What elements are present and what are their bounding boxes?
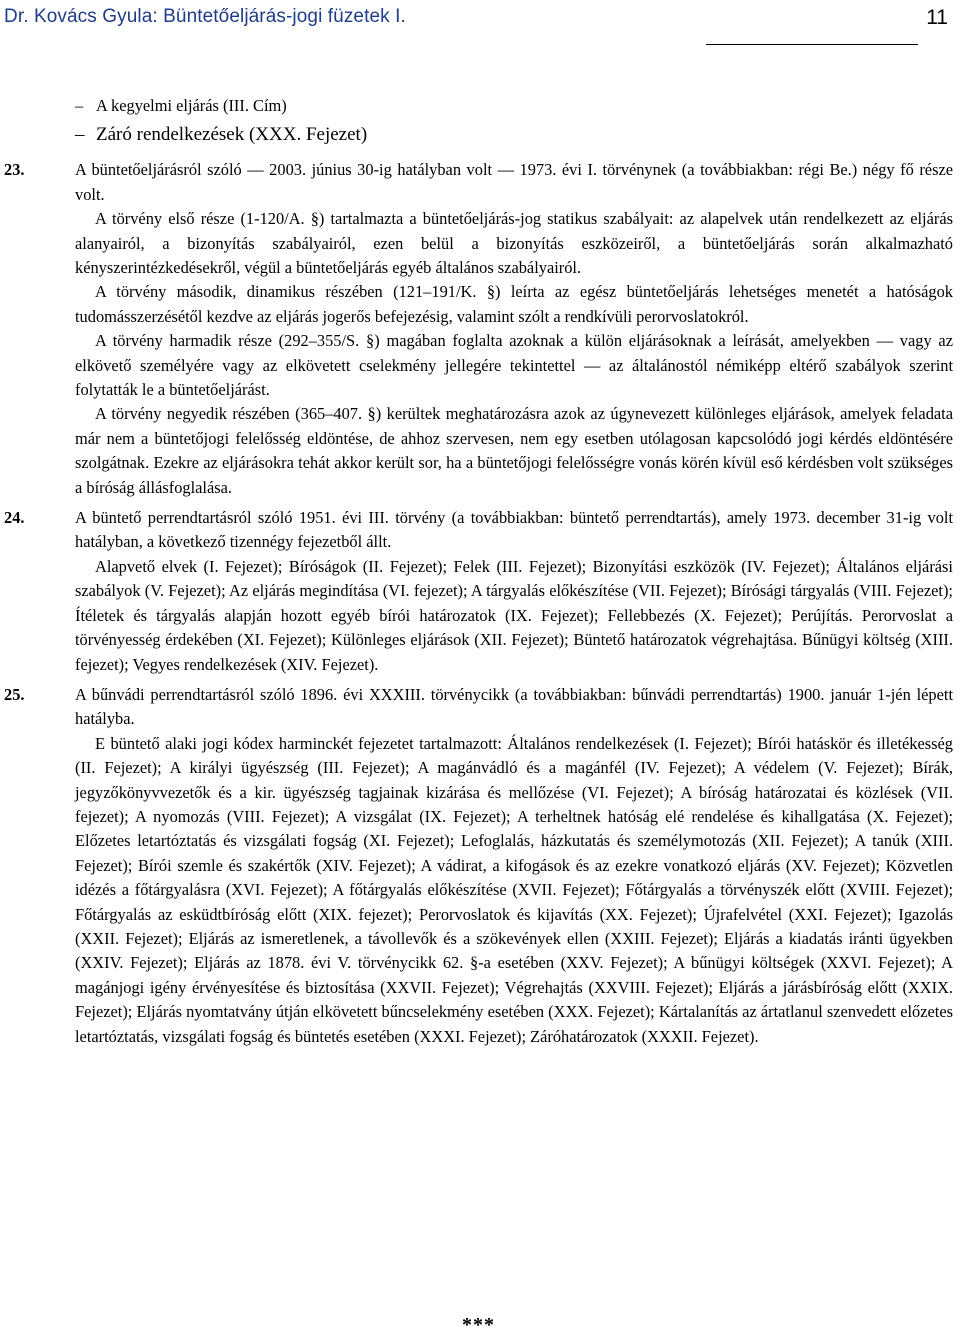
outline-item-text: Záró rendelkezések (XXX. Fejezet) xyxy=(96,124,368,146)
document-body xyxy=(4,94,953,1049)
paragraph: A bűnvádi perrendtartásról szóló 1896. évi XXXIII. törvénycikk (a továbbiakban: bűnvádi perrendtartás) 1900. január 1-jén lépett hatályba. xyxy=(75,684,953,729)
section-number: 23. xyxy=(4,160,25,180)
section-24 xyxy=(4,506,953,677)
paragraph: E büntető alaki jogi kódex harminckét fejezetet tartalmazott: Általános rendelkezések (I. Fejezet); Bírói hatáskör és illetékesség (II. Fejezet); A királyi ügyészség (III. Fejezet); A magánvádló és a magánfél (IV. Fejezet); A védelem (V. Fejezet); Bírák, jegyzőkönyvvezetők és a kir. ügyészség tagjainak kizárása és mellőzése (VI. Fejezet); A bíróság határozatai és közlések (VII. fejezet); A nyomozás (VIII. Fejezet); A vizsgálat (IX. Fejezet); A terheltnek hatóság elé rendelése és kihallgatása (X. Fejezet); Előzetes letartóztatás és vizsgálati fogság (XI. Fejezet); Lefoglalás, házkutatás és személymotozás (XII. Fejezet); A tanúk (XIII. Fejezet); Bírói szemle és szakértők (XIV. Fejezet); A vádirat, a kifogások és az ezekre vonatkozó eljárás (XV. Fejezet); Közvetlen idézés a főtárgyalásra (XVI. Fejezet); A főtárgyalás előkészítése (XVII. Fejezet); Főtárgyalás a törvényszék előtt (XVIII. Fejezet); Főtárgyalás az esküdtbíróság előtt (XIX. fejezet); Perorvoslatok és kijavítás (XX. Fejezet); Újrafelvétel (XXI. Fejezet); Igazolás (XXII. Fejezet); Eljárás az ismeretlenek, a távollevők és a szökevények ellen (XXIII. Fejezet); Eljárás a kiadatás iránti ügyekben (XXIV. Fejezet); Eljárás az 1878. évi V. törvénycikk 62. §-a esetében (XXV. Fejezet); A bűnügyi költségek (XXVI. Fejezet); A magánjogi igény érvényesítése és biztosítása (XXVII. Fejezet); Végrehajtás (XXVIII. Fejezet); Eljárás a járásbíróság előtt (XXIX. Fejezet); Eljárás nyomtatvány útján elkövetett bűncselekmény esetében (XXX. Fejezet); Kártalanítás az ártatlanul szenvedett előzetes letartóztatás, vizsgálati fogság és büntetés esetében (XXXI. Fejezet); Záróhatározatok (XXXII. Fejezet). xyxy=(75,733,953,1046)
header-title: Dr. Kovács Gyula: Büntetőeljárás-jogi füzetek I. xyxy=(4,6,406,27)
paragraph: A törvény negyedik részében (365–407. §) kerültek meghatározásra azok az úgynevezett különleges eljárások, amelyek feladata már nem a büntetőjogi felelősség eldöntése, de ahhoz szervesen, nem egy esetben utólagosan kapcsolódó jogi kérdés eldöntésére szolgátnak. Ezekre az eljárásokra tehát akkor került sor, ha a büntetőjogi felelősségre vonás körén kívül eső kérdésben volt szükséges a bíróság állásfoglalása. xyxy=(75,404,953,497)
paragraph: A törvény második, dinamikus részében (121–191/K. §) leírta az egész büntetőeljárás lehetséges menetét a hatóságok tudomásszerzésétől kezdve az eljárás jogerős befejezésig, valamint szólt a rendkívüli perorvoslatokról. xyxy=(75,282,953,326)
page-number: 11 xyxy=(926,6,948,29)
section-23 xyxy=(4,158,953,500)
header-rule xyxy=(706,44,918,45)
paragraph: A törvény első része (1-120/A. §) tartalmazta a büntetőeljárás-jog statikus szabályait: az alapelvek után rendelkezett az eljárás alanyairól, a bizonyítás szabályairól, ezen belül a bizonyítás eszközeiről, a büntetőeljárás során alkalmazható kényszerintézkedésekről, végül a büntetőeljárás egyéb általános szabályairól. xyxy=(75,209,953,278)
section-25 xyxy=(4,683,953,1049)
paragraph: Alapvető elvek (I. Fejezet); Bíróságok (II. Fejezet); Felek (III. Fejezet); Bizonyítási eszközök (IV. Fejezet); Általános eljárási szabályok (V. Fejezet); Az eljárás megindítása (VI. fejezet); A tárgyalás előkészítése (VII. Fejezet); Bírósági tárgyalás (VIII. Fejezet); Ítéletek és tárgyalás alapján hozott egyéb bírói határozatok (IX. Fejezet); Fellebbezés (X. Fejezet); Perújítás. Perorvoslat a törvényesség érdekében (XI. Fejezet); Különleges eljárások (XII. Fejezet); Büntető határozatok végrehajtása. Bűnügyi költség (XIII. fejezet); Vegyes rendelkezések (XIV. Fejezet). xyxy=(75,556,953,674)
paragraph: A törvény harmadik része (292–355/S. §) magában foglalta azoknak a külön eljárásoknak a leírását, amelyekben — vagy az elkövető személyére vagy az elkövetett cselekmény jellegére tekintettel — az általánostól némiképp eltérő szabályok szerint folytatták le a büntetőeljárást. xyxy=(75,331,953,400)
outline-item: – Záró rendelkezések (XXX. Fejezet) xyxy=(75,124,368,146)
outline-item-text: A kegyelmi eljárás (III. Cím) xyxy=(96,96,287,115)
section-number: 24. xyxy=(4,508,25,528)
section-break-mark: *** xyxy=(462,1314,495,1336)
outline-list xyxy=(75,94,953,152)
paragraph: A büntető perrendtartásról szóló 1951. évi III. törvény (a továbbiakban: büntető perrendtartás), amely 1973. december 31-ig volt hatályban, a következő tizennégy fejezetből állt. xyxy=(75,508,953,552)
running-header xyxy=(4,6,956,36)
outline-item: – A kegyelmi eljárás (III. Cím) xyxy=(75,96,287,115)
section-number: 25. xyxy=(4,684,25,704)
paragraph: A büntetőeljárásról szóló — 2003. június 30-ig hatályban volt — 1973. évi I. törvénynek (a továbbiakban: régi Be.) négy fő része volt. xyxy=(75,160,953,204)
